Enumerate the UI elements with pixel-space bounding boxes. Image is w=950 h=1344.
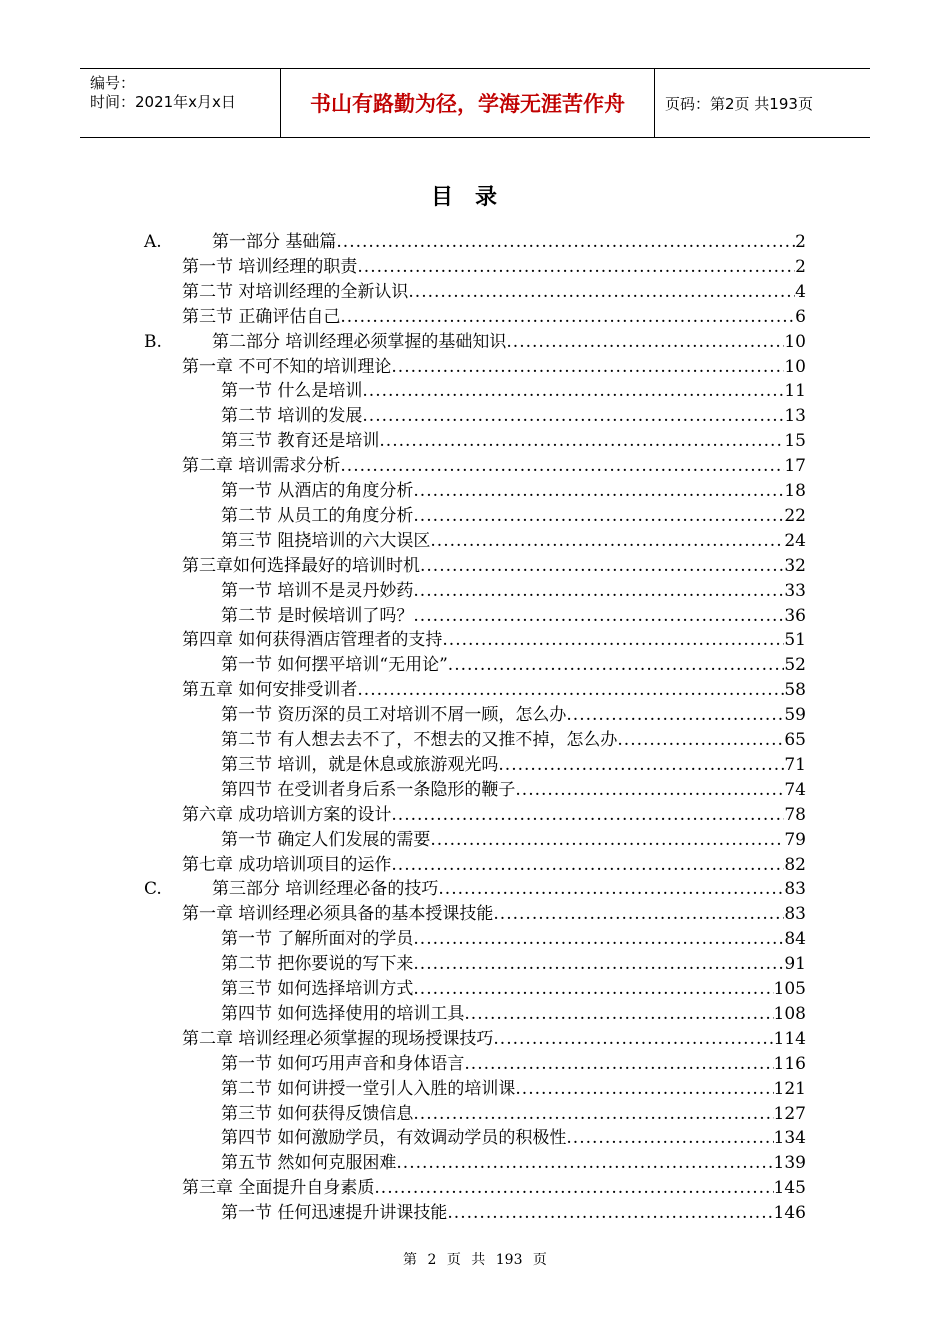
toc-row[interactable] (0, 305, 950, 330)
toc-entry-page: 11 (784, 381, 806, 402)
toc-entry-title: 第二部分 培训经理必须掌握的基础知识 (212, 331, 507, 352)
toc-entry-page: 22 (784, 505, 806, 526)
toc-dot-leader (362, 379, 784, 404)
toc-row[interactable] (0, 1002, 950, 1027)
toc-entry-title: 第三节 如何获得反馈信息 (221, 1103, 414, 1124)
toc-entry-page: 13 (784, 406, 806, 427)
toc-entry-title: 第三部分 培训经理必备的技巧 (212, 879, 439, 900)
toc-dot-leader (413, 504, 784, 529)
toc-entry-page: 139 (773, 1153, 806, 1174)
toc-entry-title: 第三节 教育还是培训 (221, 431, 380, 452)
toc-entry-page: 59 (784, 705, 806, 726)
toc-row[interactable] (0, 1052, 950, 1077)
toc-row[interactable] (0, 554, 950, 579)
toc-entry-title: 第一节 确定人们发展的需要 (221, 829, 431, 850)
toc-entry-title: 第一部分 基础篇 (212, 232, 337, 252)
toc-dot-leader (464, 1052, 773, 1077)
toc-entry-page: 146 (773, 1203, 806, 1224)
toc-dot-leader (413, 952, 784, 977)
toc-entry-title: 第五节 然如何克服困难 (221, 1153, 397, 1174)
toc-row[interactable] (0, 1151, 950, 1176)
toc-dot-leader (379, 429, 784, 454)
toc-row[interactable] (0, 952, 950, 977)
page-footer: 第 2 页 共 193 页 (403, 1252, 547, 1268)
toc-dot-leader (391, 853, 784, 878)
toc-entry-page: 79 (784, 829, 806, 850)
toc-row[interactable] (0, 1201, 950, 1226)
toc-entry-title: 第三节 如何选择培训方式 (221, 979, 414, 999)
toc-row[interactable] (0, 728, 950, 753)
toc-entry-page: 82 (784, 854, 806, 875)
toc-entry-title: 第三节 正确评估自己 (182, 306, 341, 327)
toc-dot-leader (506, 330, 784, 355)
toc-row[interactable] (0, 330, 950, 355)
toc-dot-leader (493, 1027, 773, 1052)
toc-row[interactable] (0, 828, 950, 853)
toc-entry-page: 58 (784, 680, 806, 701)
toc-entry-page: 121 (773, 1078, 806, 1099)
toc-entry-page: 33 (784, 580, 806, 601)
toc-row[interactable] (0, 379, 950, 404)
toc-entry-title: 第二章 培训经理必须掌握的现场授课技巧 (182, 1028, 494, 1049)
toc-dot-leader (413, 927, 784, 952)
toc-row[interactable] (0, 1126, 950, 1151)
toc-dot-leader (464, 1002, 773, 1027)
toc-entry-page: 6 (795, 306, 806, 327)
toc-entry-title: 第一节 任何迅速提升讲课技能 (221, 1203, 448, 1224)
toc-dot-leader (566, 1126, 773, 1151)
toc-entry-title: 第一节 从酒店的角度分析 (221, 481, 414, 501)
toc-entry-title: 第一章 培训经理必须具备的基本授课技能 (182, 904, 494, 925)
toc-entry-page: 134 (773, 1128, 806, 1149)
toc-entry-page: 2 (795, 256, 806, 277)
toc-entry-page: 145 (773, 1178, 806, 1199)
toc-entry-page: 71 (784, 754, 806, 775)
toc-entry-page: 91 (784, 954, 806, 975)
toc-entry-title: 第一节 资历深的员工对培训不屑一顾，怎么办 (221, 705, 567, 726)
toc-entry-title: 第三节 培训，就是休息或旅游观光吗 (221, 754, 499, 775)
toc-row[interactable] (0, 280, 950, 305)
toc-entry-page: 84 (784, 929, 806, 950)
toc-entry-title: 第四章 如何获得酒店管理者的支持 (182, 630, 443, 651)
toc-dot-leader (430, 828, 784, 853)
toc-entry-title: 第四节 如何选择使用的培训工具 (221, 1003, 465, 1024)
toc-dot-leader (413, 604, 784, 629)
header-number-label: 编号： (90, 74, 136, 92)
toc-entry-page: 18 (784, 481, 806, 501)
toc-entry-page: 15 (784, 431, 806, 452)
toc-entry-title: 第二节 有人想去去不了，不想去的又推不掉，怎么办 (221, 730, 618, 750)
toc-entry-title: 第二节 把你要说的写下来 (221, 954, 414, 975)
toc-entry-title: 第五章 如何安排受训者 (182, 680, 358, 701)
header-motto: 书山有路勤为径，学海无涯苦作舟 (281, 69, 655, 137)
toc-dot-leader (391, 355, 784, 380)
toc-entry-title: 第二节 从员工的角度分析 (221, 505, 414, 526)
toc-dot-leader (357, 255, 795, 280)
toc-row[interactable] (0, 255, 950, 280)
toc-row[interactable] (0, 230, 950, 255)
toc-row[interactable] (0, 1027, 950, 1052)
header-meta (80, 69, 281, 137)
toc-entry-page: 78 (784, 804, 806, 825)
page-header (80, 68, 870, 138)
toc-dot-leader (442, 628, 784, 653)
toc-entry-page: 116 (773, 1053, 806, 1074)
toc-row[interactable] (0, 1176, 950, 1201)
toc-dot-leader (357, 678, 784, 703)
toc-dot-leader (408, 280, 795, 305)
toc-entry-page: 114 (773, 1028, 806, 1049)
toc-row[interactable] (0, 977, 950, 1002)
toc-entry-title: 第一节 培训经理的职责 (182, 256, 358, 277)
toc-section-marker: B. (144, 331, 162, 352)
toc-dot-leader (391, 803, 784, 828)
toc-dot-leader (447, 1201, 773, 1226)
toc-entry-title: 第一节 如何摆平培训“无用论” (221, 655, 448, 676)
toc-row[interactable] (0, 927, 950, 952)
toc-dot-leader (566, 703, 784, 728)
toc-row[interactable] (0, 404, 950, 429)
toc-entry-title: 第二节 培训的发展 (221, 406, 363, 427)
toc-dot-leader (430, 529, 784, 554)
toc-entry-page: 83 (784, 879, 806, 900)
toc-dot-leader (515, 778, 784, 803)
toc-dot-leader (493, 902, 784, 927)
toc-entry-title: 第三节 阻挠培训的六大误区 (221, 530, 431, 551)
toc-entry-page: 108 (773, 1003, 806, 1024)
toc-dot-leader (413, 479, 784, 504)
toc-row[interactable] (0, 902, 950, 927)
toc-section-marker: C. (144, 879, 162, 900)
toc-row[interactable] (0, 803, 950, 828)
toc-row[interactable] (0, 653, 950, 678)
toc-entry-title: 第一节 培训不是灵丹妙药 (221, 580, 414, 601)
toc-dot-leader (515, 1077, 773, 1102)
toc-row[interactable] (0, 628, 950, 653)
toc-entry-title: 第四节 如何激励学员，有效调动学员的积极性 (221, 1128, 567, 1149)
toc-entry-page: 10 (784, 356, 806, 377)
toc-row[interactable] (0, 853, 950, 878)
toc-entry-title: 第三章 全面提升自身素质 (182, 1178, 375, 1199)
toc-entry-title: 第一节 什么是培训 (221, 381, 363, 402)
toc-entry-title: 第一节 如何巧用声音和身体语言 (221, 1053, 465, 1074)
toc-entry-page: 17 (784, 456, 806, 477)
toc-entry-page: 105 (773, 979, 806, 999)
toc-row[interactable] (0, 1102, 950, 1127)
toc-section-marker: A. (144, 232, 162, 252)
toc-entry-title: 第一节 了解所面对的学员 (221, 929, 414, 950)
toc-entry-page: 127 (773, 1103, 806, 1124)
toc-entry-page: 4 (795, 281, 806, 302)
toc-dot-leader (617, 728, 784, 753)
toc-row[interactable] (0, 703, 950, 728)
toc-entry-page: 51 (784, 630, 806, 651)
toc-entry-title: 第三章如何选择最好的培训时机 (182, 555, 420, 576)
toc-dot-leader (413, 1102, 773, 1127)
toc-entry-title: 第二章 培训需求分析 (182, 456, 341, 477)
toc-dot-leader (413, 579, 784, 604)
toc-dot-leader (340, 305, 795, 330)
toc-dot-leader (340, 454, 784, 479)
toc-row[interactable] (0, 678, 950, 703)
toc-row[interactable] (0, 579, 950, 604)
toc-row[interactable] (0, 479, 950, 504)
toc-entry-page: 83 (784, 904, 806, 925)
toc-row[interactable] (0, 1077, 950, 1102)
toc-row[interactable] (0, 877, 950, 902)
toc-dot-leader (336, 230, 795, 255)
toc-dot-leader (420, 554, 784, 579)
toc-entry-page: 74 (784, 779, 806, 800)
toc-dot-leader (396, 1151, 773, 1176)
toc-dot-leader (374, 1176, 773, 1201)
toc-row[interactable] (0, 355, 950, 380)
toc-entry-title: 第二节 如何讲授一堂引人入胜的培训课 (221, 1078, 516, 1099)
toc-dot-leader (448, 653, 785, 678)
toc-row[interactable] (0, 429, 950, 454)
toc-dot-leader (498, 753, 784, 778)
toc-entry-page: 24 (784, 530, 806, 551)
toc-row[interactable] (0, 454, 950, 479)
toc-row[interactable] (0, 504, 950, 529)
toc-entry-title: 第六章 成功培训方案的设计 (182, 804, 392, 825)
header-time-label: 时间：2021年x月x日 (90, 93, 236, 111)
toc-entry-title: 第二节 是时候培训了吗？ (221, 605, 414, 626)
toc-dot-leader (438, 877, 784, 902)
toc-row[interactable] (0, 529, 950, 554)
header-page-label: 页码：第2页 共193页 (665, 94, 813, 113)
toc-dot-leader (362, 404, 784, 429)
toc-entry-page: 52 (784, 655, 806, 676)
page-title: 目录 (430, 185, 519, 210)
toc-entry-title: 第四节 在受训者身后系一条隐形的鞭子 (221, 779, 516, 800)
toc-entry-title: 第二节 对培训经理的全新认识 (182, 281, 409, 302)
toc-row[interactable] (0, 778, 950, 803)
toc-row[interactable] (0, 753, 950, 778)
toc-entry-page: 65 (784, 730, 806, 750)
toc-entry-page: 32 (784, 555, 806, 576)
toc-dot-leader (413, 977, 773, 1002)
toc-row[interactable] (0, 604, 950, 629)
toc-entry-title: 第一章 不可不知的培训理论 (182, 356, 392, 377)
toc-entry-page: 36 (784, 605, 806, 626)
toc-entry-page: 2 (795, 232, 806, 252)
toc-entry-page: 10 (784, 331, 806, 352)
toc-entry-title: 第七章 成功培训项目的运作 (182, 854, 392, 875)
